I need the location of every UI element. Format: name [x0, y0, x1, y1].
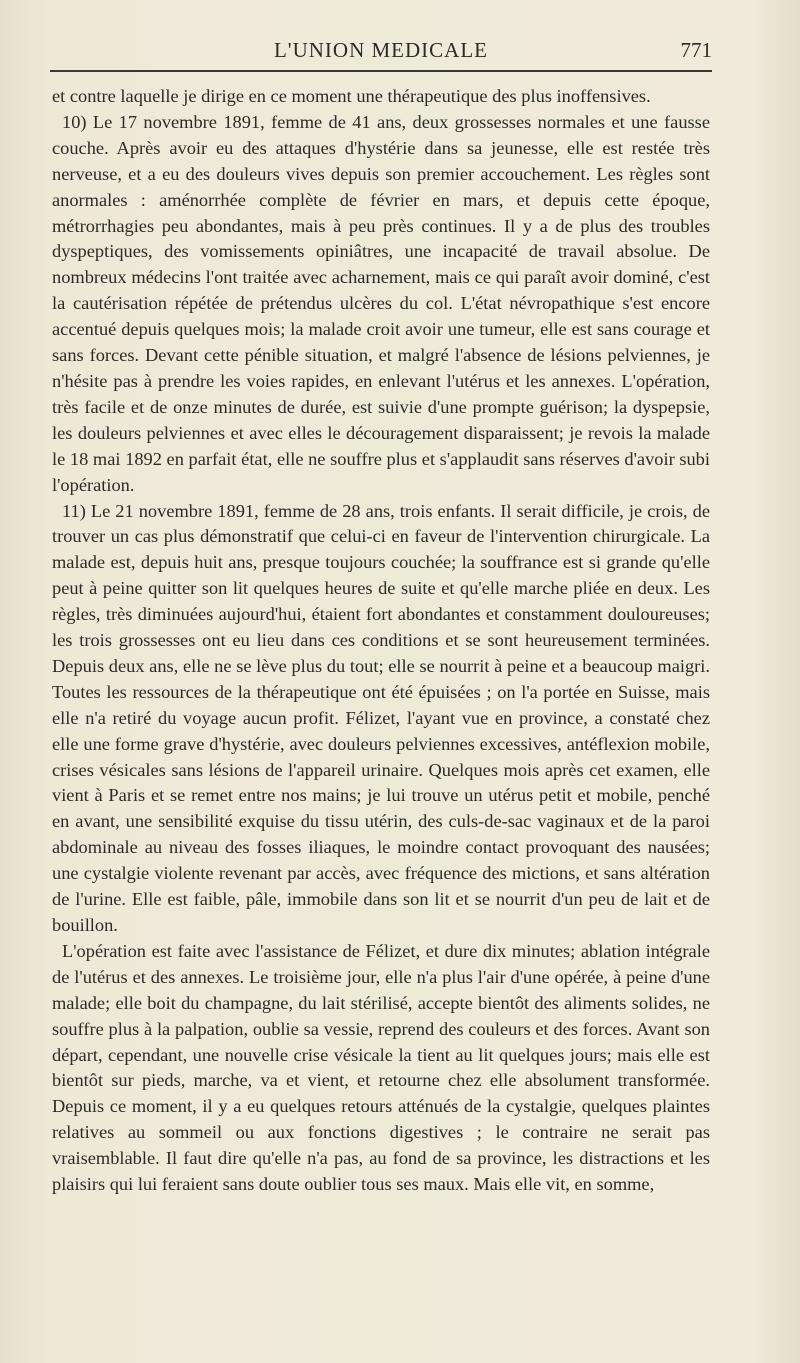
paragraph-case-11: 11) Le 21 novembre 1891, femme de 28 ans, trois enfants. Il serait difficile, je crois, de trouver un cas plus démonstratif que celui-ci en faveur de l'intervention chirurgicale. La malade est, depuis huit ans, presque toujours couchée; la souffrance est si grande qu'elle peut à peine quitter son lit quelques heures de suite et qu'elle marche pliée en deux. Les règles, très diminuées aujourd'hui, étaient fort abondantes et constamment douloureuses; les trois grossesses ont eu lieu dans ces conditions et se sont heureusement terminées. Depuis deux ans, elle ne se lève plus du tout; elle se nourrit à peine et a beaucoup maigri. Toutes les ressources de la thérapeutique ont été épuisées ; on l'a portée en Suisse, mais elle n'a retiré du voyage aucun profit. Félizet, l'ayant vue en province, a constaté chez elle une forme grave d'hystérie, avec douleurs pelviennes excessives, antéflexion mobile, crises vésicales sans lésions de l'appareil urinaire. Quelques mois après cet examen, elle vient à Paris et se remet entre nos mains; je lui trouve un utérus petit et mobile, penché en avant, une sensibilité exquise du tissu utérin, des culs-de-sac vaginaux et de la paroi abdominale au niveau des fosses iliaques, le moindre contact provoquant des nausées; une cystalgie violente revenant par accès, avec fréquence des mictions, et sans altération de l'urine. Elle est faible, pâle, immobile dans son lit et se nourrit d'un peu de lait et de bouillon. [52, 500, 710, 935]
paragraph-operation: L'opération est faite avec l'assistance de Félizet, et dure dix minutes; ablation intégrale de l'utérus et des annexes. Le troisième jour, elle n'a plus l'air d'une opérée, à peine d'une malade; elle boit du champagne, du lait stérilisé, accepte bientôt des aliments solides, ne souffre plus à la palpation, oublie sa vessie, reprend des couleurs et des forces. Avant son départ, cependant, une nouvelle crise vésicale la tient au lit quelques jours; mais elle est bientôt sur pieds, marche, va et vient, et retourne chez elle absolument transformée. Depuis ce moment, il y a eu quelques retours atténués de la cystalgie, quelques plaintes relatives au sommeil ou aux fonctions digestives ; le contraire ne serait pas vraisemblable. Il faut dire qu'elle n'a pas, au fond de sa province, les distractions et les plaisirs qui lui feraient sans doute oublier tous ses maux. Mais elle vit, en somme, [52, 940, 710, 1195]
page-number: 771 [680, 38, 712, 62]
page-header [50, 30, 712, 70]
running-title: L'UNION MEDICALE [273, 38, 488, 62]
header-rule [50, 70, 712, 72]
paragraph-continuation: et contre laquelle je dirige en ce moment une thérapeutique des plus inoffensives. [52, 86, 651, 106]
body-text [52, 84, 710, 1198]
paragraph-case-10: 10) Le 17 novembre 1891, femme de 41 ans, deux grossesses normales et une fausse couche. Après avoir eu des attaques d'hystérie dans sa jeunesse, elle est restée très nerveuse, et a eu des douleurs vives depuis son premier accouchement. Les règles sont anormales : aménorrhée complète de février en mars, et depuis cette époque, métrorrhagies peu abondantes, mais à peu près continues. Il y a de plus des troubles dyspeptiques, des vomissements opiniâtres, une incapacité de travail absolue. De nombreux médecins l'ont traitée avec acharnement, mais ce qui paraît avoir dominé, c'est la cautérisation répétée de prétendus ulcères du col. L'état névropathique s'est encore accentué depuis quelques mois; la malade croit avoir une tumeur, elle est sans courage et sans forces. Devant cette pénible situation, et malgré l'absence de lésions pelviennes, je n'hésite pas à prendre les voies rapides, en enlevant l'utérus et les annexes. L'opération, très facile et de onze minutes de durée, est suivie d'une prompte guérison; la dyspepsie, les douleurs pelviennes et avec elles le découragement disparaissent; je revois la malade le 18 mai 1892 en parfait état, elle ne souffre plus et s'applaudit sans réserves d'avoir subi l'opération. [52, 111, 710, 495]
